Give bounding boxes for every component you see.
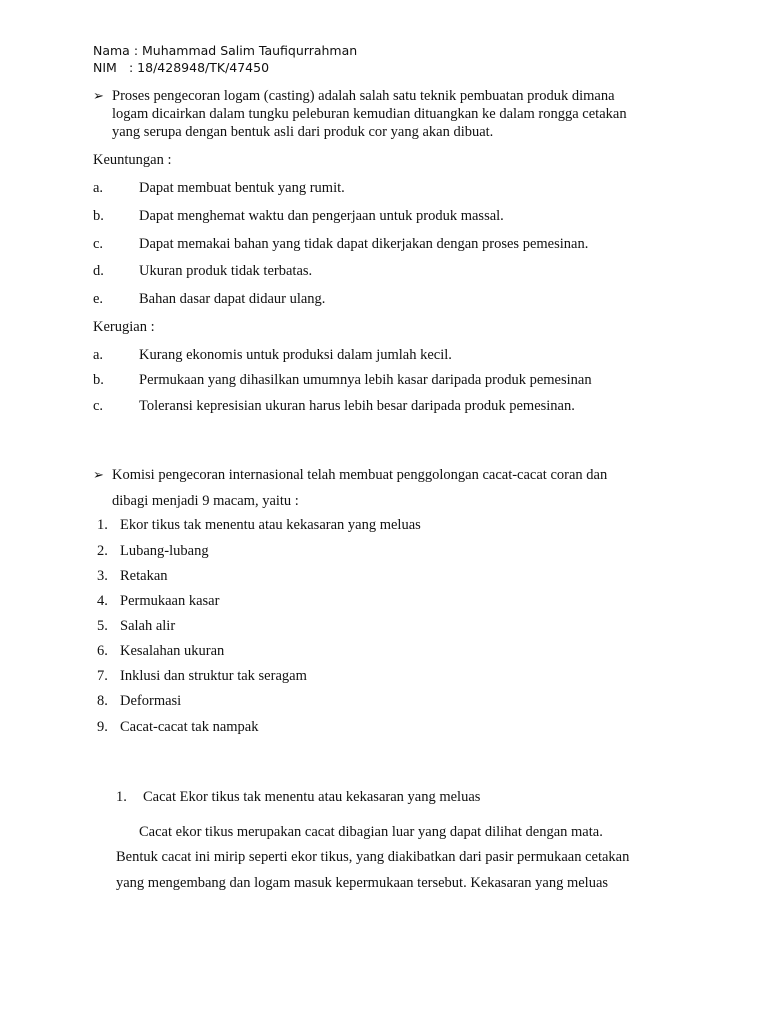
list-marker: 2. (97, 543, 108, 559)
list-item: Permukaan yang dihasilkan umumnya lebih kasar daripada produk pemesinan (139, 372, 592, 388)
komisi-line: dibagi menjadi 9 macam, yaitu : (112, 493, 299, 509)
list-item: Dapat memakai bahan yang tidak dapat dikerjakan dengan proses pemesinan. (139, 236, 589, 252)
list-item: Retakan (120, 568, 168, 584)
list-item: Deformasi (120, 693, 182, 709)
list-item: Bahan dasar dapat didaur ulang. (139, 291, 326, 307)
list-marker: 8. (97, 693, 108, 709)
list-marker: 6. (97, 643, 108, 659)
paragraph-line: Bentuk cacat ini mirip seperti ekor tikus, yang diakibatkan dari pasir permukaan cetakan (116, 849, 630, 865)
list-item: Inklusi dan struktur tak seragam (120, 668, 307, 684)
list-marker: 7. (97, 668, 108, 684)
list-item: Cacat-cacat tak nampak (120, 719, 259, 735)
list-marker: 3. (97, 568, 108, 584)
paragraph-line: Cacat ekor tikus merupakan cacat dibagian luar yang dapat dilihat dengan mata. (139, 824, 603, 840)
list-marker: 9. (97, 719, 108, 735)
list-marker: b. (93, 208, 104, 224)
section-number: 1. (116, 789, 127, 805)
list-marker: b. (93, 372, 104, 388)
list-marker: c. (93, 398, 104, 414)
nim-label: NIM (93, 60, 117, 75)
arrow-bullet-icon: ➢ (93, 88, 104, 103)
list-item: Lubang-lubang (120, 543, 209, 559)
list-item: Kurang ekonomis untuk produksi dalam jumlah kecil. (139, 347, 452, 363)
list-marker: e. (93, 291, 104, 307)
intro-line: logam dicairkan dalam tungku peleburan kemudian dituangkan ke dalam rongga cetakan (112, 106, 627, 122)
section-heading: Cacat Ekor tikus tak menentu atau kekasaran yang meluas (143, 789, 481, 805)
list-item: Kesalahan ukuran (120, 643, 225, 659)
list-marker: a. (93, 347, 104, 363)
intro-line: Proses pengecoran logam (casting) adalah salah satu teknik pembuatan produk dimana (112, 88, 615, 104)
list-item: Ekor tikus tak menentu atau kekasaran yang meluas (120, 517, 421, 533)
nim-value: : 18/428948/TK/47450 (129, 60, 270, 75)
paragraph-line: yang mengembang dan logam masuk kepermukaan tersebut. Kekasaran yang meluas (116, 875, 609, 891)
list-marker: c. (93, 236, 104, 252)
list-item: Salah alir (120, 618, 176, 634)
student-name-line: Nama : Muhammad Salim Taufiqurrahman (93, 43, 358, 58)
list-item: Permukaan kasar (120, 593, 220, 609)
list-item: Toleransi kepresisian ukuran harus lebih besar daripada produk pemesinan. (139, 398, 575, 414)
list-marker: 4. (97, 593, 108, 609)
intro-line: yang serupa dengan bentuk asli dari produk cor yang akan dibuat. (112, 124, 494, 140)
komisi-line: Komisi pengecoran internasional telah membuat penggolongan cacat-cacat coran dan (112, 467, 608, 483)
arrow-bullet-icon: ➢ (93, 467, 104, 482)
kerugian-heading: Kerugian : (93, 319, 155, 335)
list-item: Ukuran produk tidak terbatas. (139, 263, 313, 279)
list-marker: a. (93, 180, 104, 196)
list-marker: 5. (97, 618, 108, 634)
list-item: Dapat membuat bentuk yang rumit. (139, 180, 345, 196)
keuntungan-heading: Keuntungan : (93, 152, 172, 168)
list-marker: 1. (97, 517, 108, 533)
list-marker: d. (93, 263, 104, 279)
list-item: Dapat menghemat waktu dan pengerjaan untuk produk massal. (139, 208, 504, 224)
